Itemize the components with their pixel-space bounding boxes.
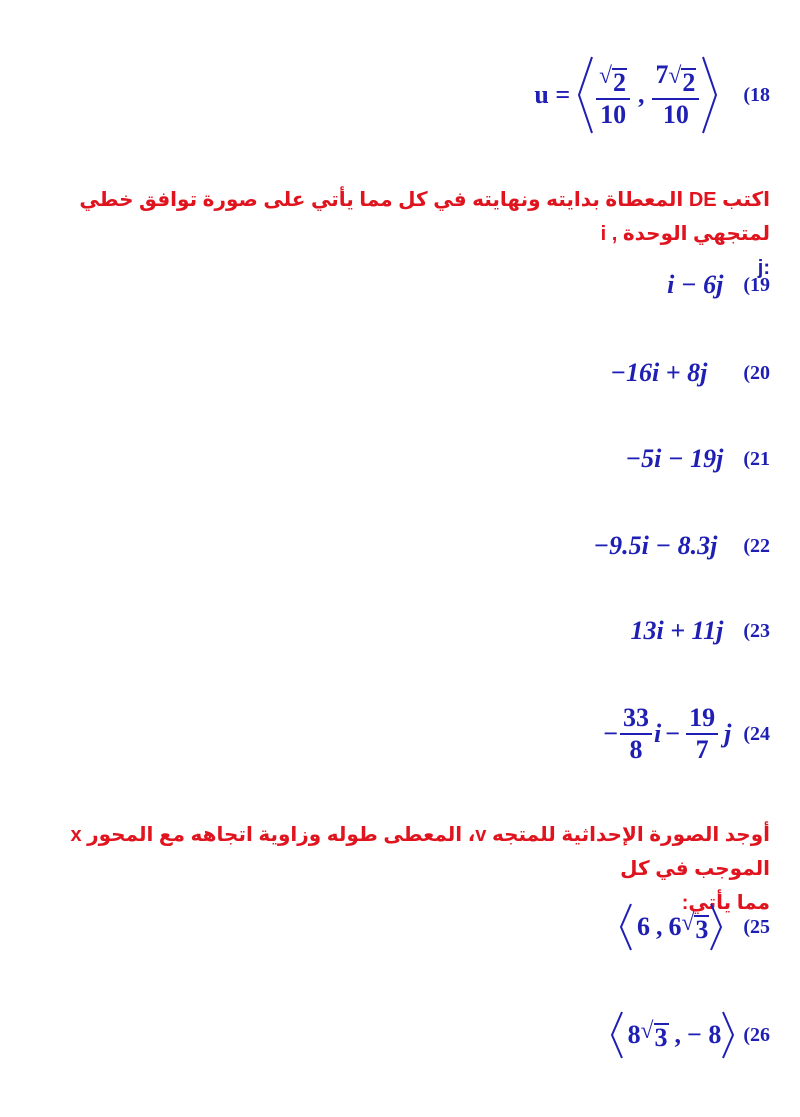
problem-18 <box>534 55 770 135</box>
fraction-19-7: $\frac{19}{7}$ <box>686 705 718 763</box>
problem-21: −5i − 19j (21 <box>625 444 770 473</box>
right-angle-bracket <box>709 902 723 952</box>
left-angle-bracket <box>610 1010 624 1060</box>
problem-19: i − 6j (19 <box>667 270 770 299</box>
problem-number: (18 <box>743 84 770 106</box>
problem-20: −16i + 8j (20 <box>610 358 770 387</box>
problem-24: − $\frac{33}{8}$ i − $\frac{19}{7}$ j (24 <box>603 703 770 764</box>
left-angle-bracket <box>576 55 594 135</box>
right-angle-bracket <box>701 55 719 135</box>
fraction-33-8: $\frac{33}{8}$ <box>620 705 652 763</box>
instruction-linear-combination <box>50 183 770 285</box>
vector-u-label: u = <box>534 80 571 109</box>
instruction-line-1: اكتب DE المعطاة بدايته ونهايته في كل مما يأتي على صورة توافق خطي لمتجهي الوحدة , i <box>79 189 770 245</box>
instruction-line-2: مما يأتي: <box>681 892 770 914</box>
comma: , <box>637 80 645 109</box>
fraction-2: 7 √ 2 10 <box>652 62 699 128</box>
fraction-1: √ 2 10 <box>596 62 630 128</box>
problem-23: 13i + 11j (23 <box>630 616 770 645</box>
left-angle-bracket <box>619 902 633 952</box>
instruction-line-2: :j <box>757 257 770 279</box>
problem-25: 6 , 6 √ 3 (25 <box>619 902 770 952</box>
problem-22: −9.5i − 8.3j (22 <box>593 531 770 560</box>
problem-26: 8 √ 3 , − 8 (26 <box>610 1010 770 1060</box>
instruction-line-1: أوجد الصورة الإحداثية للمتجه v، المعطى طوله وزاوية اتجاهه مع المحور x الموجب في كل <box>70 824 770 880</box>
right-angle-bracket <box>721 1010 735 1060</box>
